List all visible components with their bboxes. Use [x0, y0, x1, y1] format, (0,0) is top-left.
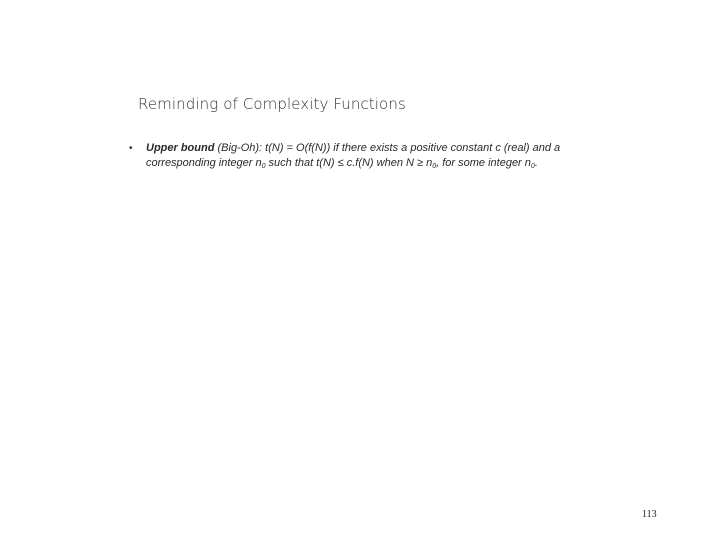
bullet-text-1: (Big-Oh): t(N) = O(f(N)) if there exists a positive constant c (real) and a corresponding integer n [146, 142, 561, 169]
bullet-text-3: , for some integer n [436, 157, 531, 169]
bullet-term: Upper bound [146, 142, 215, 154]
bullet-list [129, 141, 599, 171]
bullet-item-upper-bound [129, 141, 599, 171]
bullet-text-4: . [534, 157, 538, 169]
page-number: 113 [642, 509, 657, 520]
slide-title: Reminding of Complexity Functions [138, 95, 406, 113]
subscript-n0-3: 0 [530, 163, 535, 170]
subscript-n0-1: 0 [261, 163, 266, 170]
bullet-marker: • [129, 143, 133, 154]
subscript-n0-2: 0 [432, 163, 437, 170]
bullet-text-2: such that t(N) ≤ c.f(N) when N ≥ n [265, 157, 433, 169]
